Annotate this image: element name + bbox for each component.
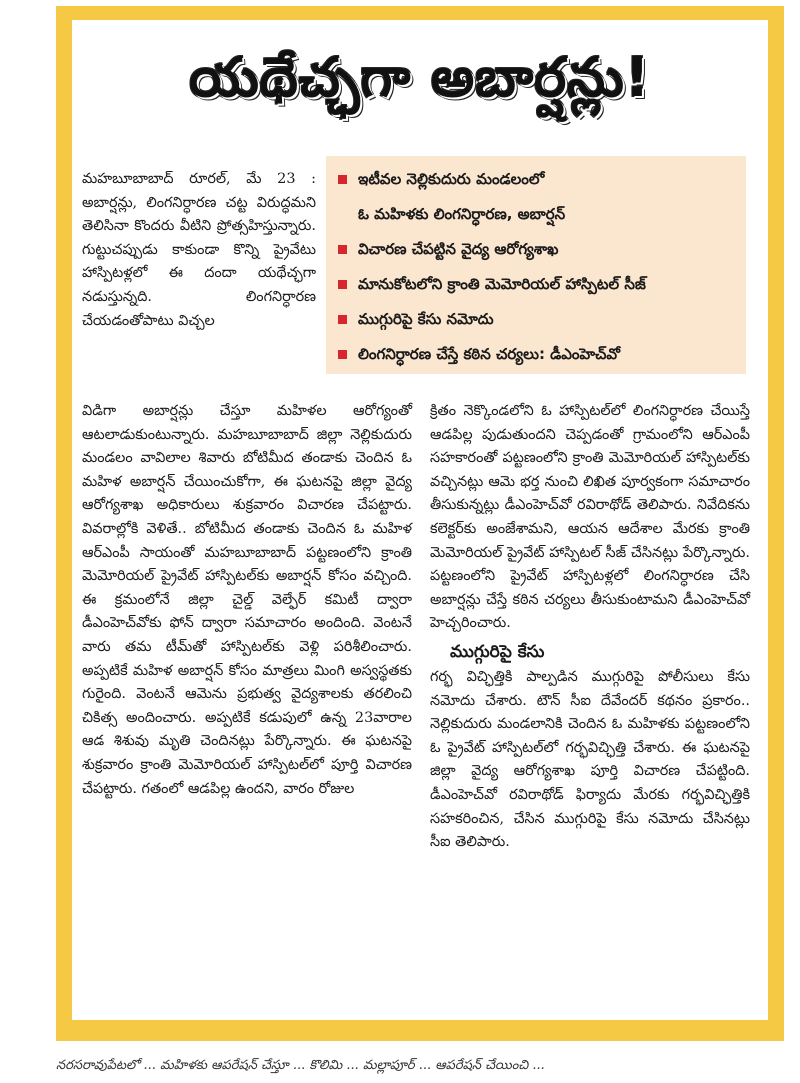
- subheading: ముగ్గురిపై కేసు: [450, 641, 545, 662]
- square-bullet-icon: [338, 315, 347, 324]
- right-body-paragraph-2: గర్భ విచ్ఛిత్తికి పాల్పడిన ముగ్గురిపై పోలీసులు కేసు నమోదు చేశారు. టౌన్ సీఐ దేవేందర్ కథనం ప్రకారం.. నెల్లికుదురు మండలానికి చెందిన ఓ మహిళకు పట్టణంలోని ఓ ప్రైవేట్ హాస్పిటల్‌లో గర్భవిచ్ఛిత్తి చేశారు. ఈ ఘటనపై జిల్లా వైద్య ఆరోగ్యశాఖ పూర్తి విచారణ చేపట్టింది. డీఎంహెచ్‌వో రవిరాథోడ్ ఫిర్యాదు మేరకు గర్భవిచ్ఛిత్తికి సహకరించిన, చేసిన ముగ్గురిపై కేసు నమోదు చేసినట్లు సీఐ తెలిపారు.: [430, 668, 750, 851]
- next-article-strip: నరసరావుపేటలో ... మహిళకు ఆపరేషన్ చేస్తూ ... కొలిమి ... మల్లాపూర్ ... ఆపరేషన్ చేయించి ...: [56, 1058, 545, 1073]
- highlight-item-continued: ఓ మహిళకు లింగనిర్ధారణ, అబార్షన్: [358, 205, 566, 223]
- intro-paragraph: మహబూబాబాద్ రూరల్, మే 23 : అబార్షన్లు, లింగనిర్ధారణ చట్ట విరుద్ధమని తెలిసినా కొందరు వీటిని ప్రోత్సహిస్తున్నారు. గుట్టుచప్పుడు కాకుండా కొన్ని ప్రైవేటు హాస్పిటళ్లలో ఈ దందా యథేచ్ఛగా నడుస్తున్నది. లింగనిర్ధారణ చేయడంతోపాటు విచ్చల: [82, 171, 316, 329]
- highlight-item: లింగనిర్ధారణ చేస్తే కఠిన చర్యలు: డీఎంహెచ్‌వో: [336, 337, 736, 372]
- article-intro: [82, 168, 316, 333]
- square-bullet-icon: [338, 175, 347, 184]
- left-body-paragraph: విడిగా అబార్షన్లు చేస్తూ మహిళల ఆరోగ్యంతో ఆటలాడుకుంటున్నారు. మహబూబాబాద్ జిల్లా నెల్లికుదురు మండలం వావిలాల శివారు బోటిమీద తండాకు చెందిన ఓ మహిళ అబార్షన్ చేయించుకోగా, ఈ ఘటనపై జిల్లా వైద్య ఆరోగ్యశాఖ అధికారులు శుక్రవారం విచారణ చేపట్టారు. వివరాల్లోకి వెళితే.. బోటిమీద తండాకు చెందిన ఓ మహిళ ఆర్ఎంపీ సాయంతో మహబూబాబాద్ పట్టణంలోని క్రాంతి మెమోరియల్ ప్రైవేట్ హాస్పిటల్‌కు అబార్షన్ కోసం వచ్చింది. ఈ క్రమంలోనే జిల్లా చైల్డ్ వెల్ఫేర్ కమిటీ ద్వారా డీఎంహెచ్‌వోకు ఫోన్ ద్వారా సమాచారం అందింది. వెంటనే వారు తమ టీమ్‌తో హాస్పిటల్‌కు వెళ్లి పరిశీలించారు. అప్పటికే మహిళ అబార్షన్ కోసం మాత్రలు మింగి అస్వస్థతకు గురైంది. వెంటనే ఆమెను ప్రభుత్వ వైద్యశాలకు తరలించి చికిత్స అందించారు. అప్పటికే కడుపులో ఉన్న 23వారాల ఆడ శిశువు మృతి చెందినట్లు పేర్కొన్నారు. ఈ ఘటనపై శుక్రవారం క్రాంతి మెమోరియల్ హాస్పిటల్‌లో పూర్తి విచారణ చేపట్టారు. గతంలో ఆడపిల్ల ఉందని, వారం రోజుల: [82, 403, 412, 797]
- square-bullet-icon: [338, 350, 347, 359]
- highlights-box: [326, 156, 746, 374]
- right-body-paragraph: క్రితం నెక్కొండలోని ఓ హాస్పిటల్‌లో లింగనిర్ధారణ చేయిస్తే ఆడపిల్ల పుడుతుందని చెప్పడంతో గ్రామంలోని ఆర్ఎంపీ సహకారంతో పట్టణంలోని క్రాంతి మెమోరియల్ హాస్పిటల్‌కు వచ్చినట్లు ఆమె భర్త నుంచి లిఖిత పూర్వకంగా సమాచారం తీసుకున్నట్లు డీఎంహెచ్‌వో రవిరాథోడ్ తెలిపారు. నివేదికను కలెక్టర్‌కు అంజేశామని, ఆయన ఆదేశాల మేరకు క్రాంతి మెమోరియల్ ప్రైవేట్ హాస్పిటల్ సీజ్ చేసినట్లు పేర్కొన్నారు. పట్టణంలోని ప్రైవేట్ హాస్పిటళ్లలో లింగనిర్ధారణ చేసి అబార్షన్లు చేస్తే కఠిన చర్యలు తీసుకుంటామని డీఎంహెచ్‌వో హెచ్చరించారు.: [430, 403, 750, 632]
- highlight-item: మానుకోటలోని క్రాంతి మెమోరియల్ హాస్పిటల్ సీజ్: [336, 267, 736, 302]
- headline: యథేచ్ఛగా అబార్షన్లు!: [189, 45, 651, 109]
- square-bullet-icon: [338, 245, 347, 254]
- highlight-item: ఇటీవల నెల్లికుదురు మండలంలో: [336, 162, 736, 197]
- highlight-item: ముగ్గురిపై కేసు నమోదు: [336, 302, 736, 337]
- highlight-item: విచారణ చేపట్టిన వైద్య ఆరోగ్యశాఖ: [336, 232, 736, 267]
- article-right-column: [430, 400, 750, 855]
- article-left-column: [82, 400, 412, 801]
- square-bullet-icon: [338, 280, 347, 289]
